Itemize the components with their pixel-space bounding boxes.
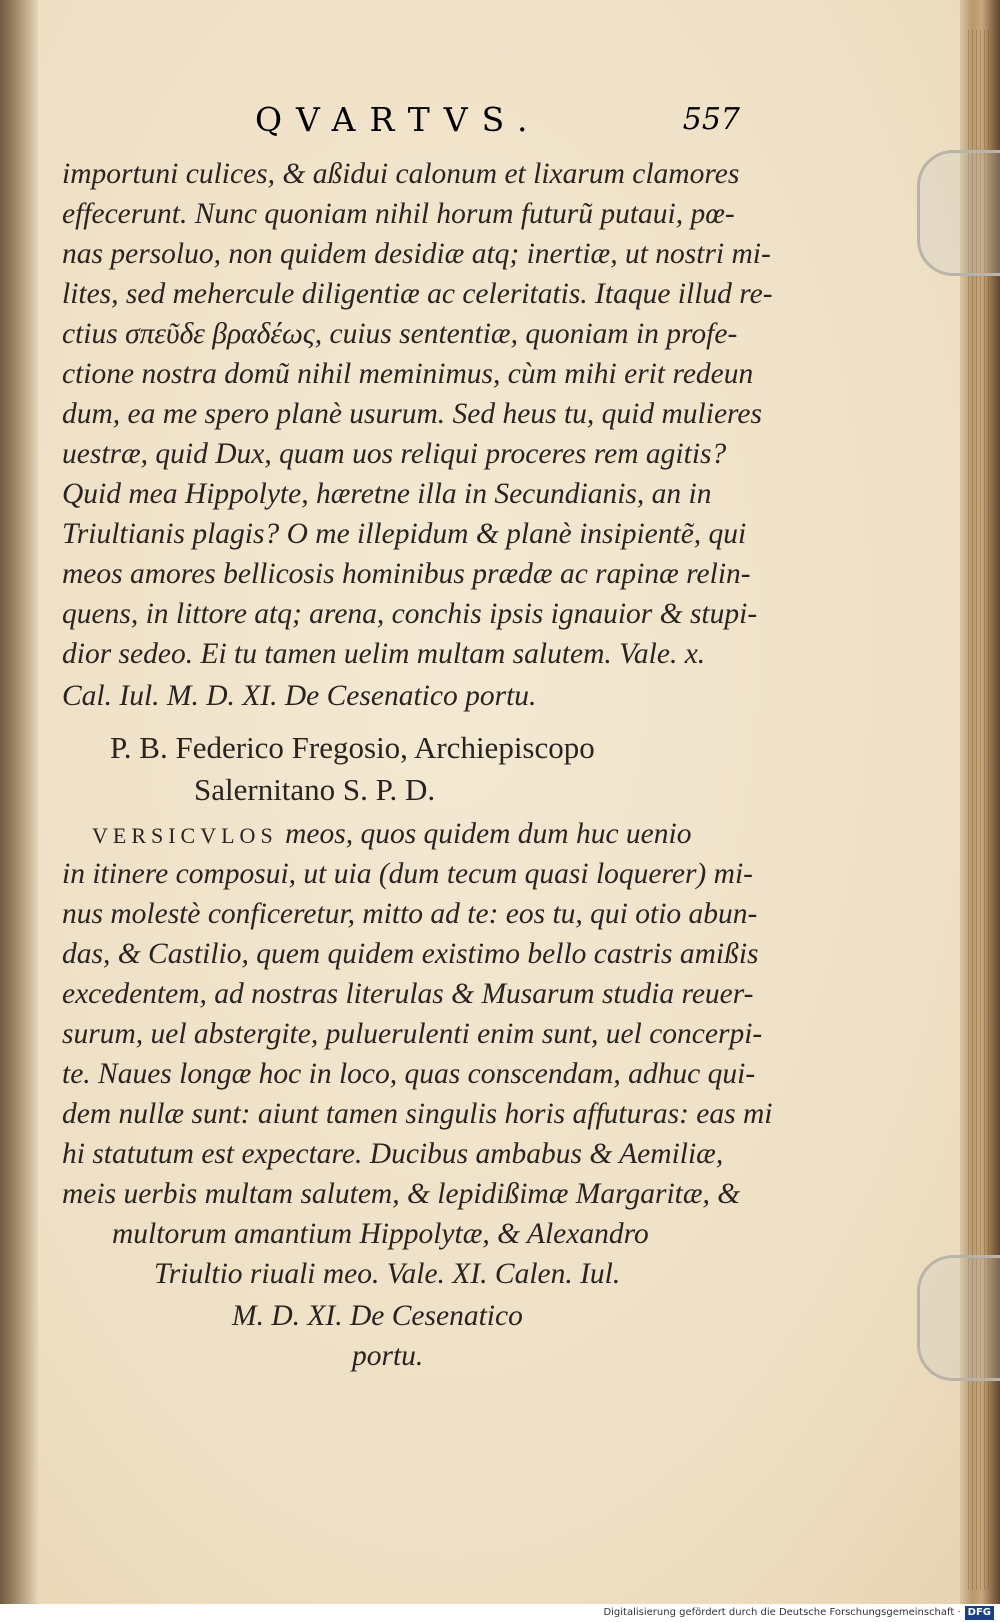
letter1-line: dum, ea me spero planè usurum. Sed heus tu, quid mulieres	[62, 398, 762, 430]
letter2-line: hi statutum est expectare. Ducibus ambabus & Aemiliæ,	[62, 1138, 724, 1170]
letter2-line: dem nullæ sunt: aiunt tamen singulis horis affuturas: eas mi	[62, 1098, 773, 1130]
letter1-line: Triultianis plagis? O me illepidum & planè insipientẽ, qui	[62, 518, 747, 550]
letter1-line: uestræ, quid Dux, quam uos reliqui proceres rem agitis?	[62, 438, 727, 470]
letter2-line: nus molestè conficeretur, mitto ad te: eos tu, qui otio abun-	[62, 898, 758, 930]
letter2-line: in itinere composui, ut uia (dum tecum quasi loquerer) mi-	[62, 858, 753, 890]
letter1-line: ctius σπεῦδε βραδέως, cuius sententiæ, quoniam in profe-	[62, 318, 738, 350]
letter1-line: meos amores bellicosis hominibus prædæ ac rapinæ relin-	[62, 558, 751, 590]
letter2-dateline: M. D. XI. De Cesenatico	[232, 1300, 523, 1332]
letter1-line: importuni culices, & aßidui calonum et lixarum clamores	[62, 158, 740, 190]
footer-credit: Digitalisierung gefördert durch die Deutsche Forschungsgemeinschaft	[603, 1607, 955, 1618]
letter1-line: lites, sed mehercule diligentiæ ac celeritatis. Itaque illud re-	[62, 278, 773, 310]
letter1-line: dior sedeo. Ei tu tamen uelim multam salutem. Vale. x.	[62, 638, 706, 670]
opening-word: VERSICVLOS	[92, 823, 278, 848]
letter2-line: meis uerbis multam salutem, & lepidißimæ Margaritæ, &	[62, 1178, 741, 1210]
letter2-line: Triultio riuali meo. Vale. XI. Calen. Iul.	[154, 1258, 621, 1290]
digitization-footer: Digitalisierung gefördert durch die Deutsche Forschungsgemeinschaft · DFG	[0, 1604, 1000, 1622]
running-title: QVARTVS.	[255, 100, 542, 139]
letter2-line: multorum amantium Hippolytæ, & Alexandro	[112, 1218, 649, 1250]
page-clip-top	[917, 150, 1000, 276]
page-number: 557	[682, 102, 740, 137]
letter2-line: excedentem, ad nostras literulas & Musarum studia reuer-	[62, 978, 754, 1010]
letter2-line: das, & Castilio, quem quidem existimo bello castris amißis	[62, 938, 759, 970]
letter2-line: te. Naues longæ hoc in loco, quas conscendam, adhuc qui-	[62, 1058, 756, 1090]
letter1-line: quens, in littore atq; arena, conchis ipsis ignauior & stupi-	[62, 598, 758, 630]
letter1-line: nas persoluo, non quidem desidiæ atq; inertiæ, ut nostri mi-	[62, 238, 771, 270]
letter1-line: Quid mea Hippolyte, hæretne illa in Secundianis, an in	[62, 478, 712, 510]
letter1-line: ctione nostra domũ nihil meminimus, cùm mihi erit redeun	[62, 358, 754, 390]
dfg-logo: DFG	[965, 1606, 994, 1620]
page-header	[180, 100, 740, 140]
letter2-first-line: VERSICVLOS meos, quos quidem dum huc uenio	[92, 818, 692, 850]
letter-heading-line1: P. B. Federico Fregosio, Archiepiscopo	[110, 730, 595, 765]
page-clip-bottom	[917, 1255, 1000, 1381]
letter-heading-line2: Salernitano S. P. D.	[194, 772, 436, 807]
book-gutter	[0, 0, 38, 1604]
letter2-dateline-end: portu.	[352, 1340, 424, 1372]
letter2-line: surum, uel abstergite, puluerulenti enim sunt, uel concerpi-	[62, 1018, 763, 1050]
letter1-dateline: Cal. Iul. M. D. XI. De Cesenatico portu.	[62, 680, 537, 712]
letter1-line: effecerunt. Nunc quoniam nihil horum futurũ putaui, pœ-	[62, 198, 735, 230]
